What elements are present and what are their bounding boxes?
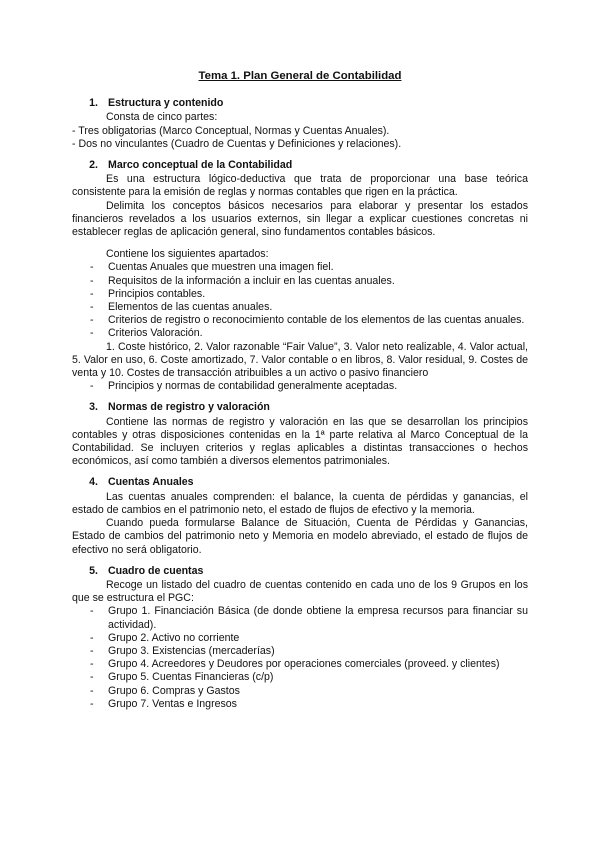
section-heading — [72, 159, 528, 172]
section-heading — [72, 476, 528, 489]
apartados-list-end — [72, 380, 528, 393]
section-title: Marco conceptual de la Contabilidad — [108, 159, 293, 172]
section-cuentas-anuales — [72, 476, 528, 556]
list-item: - Criterios Valoración. — [72, 327, 528, 340]
paragraph: Las cuentas anuales comprenden: el balance, la cuenta de pérdidas y ganancias, el estado de cambios en el patrimonio neto, el estado de flujos de efectivo y la memoria. — [72, 490, 528, 516]
valoracion-criteria: 1. Coste histórico, 2. Valor razonable “Fair Value”, 3. Valor neto realizable, 4. Valor actual, 5. Valor en uso, 6. Coste amortizado, 7. Valor contable o en libros, 8. Valor residual, 9. Costes de venta y 10. Costes de transacción atribuibles a un activo o pasivo financiero — [72, 340, 528, 380]
section-number: 3. — [89, 401, 98, 414]
paragraph: Contiene las normas de registro y valoración en las que se desarrollan los principios contables y otras disposiciones contenidas en la 1ª parte relativa al Marco Conceptual de la Contabilidad. Se incluyen criterios y reglas aplicables a distintas transacciones o hechos económicos, así como también a diversos elementos patrimoniales. — [72, 415, 528, 468]
list-item: - Principios contables. — [72, 288, 528, 301]
list-item: - Grupo 2. Activo no corriente — [72, 632, 528, 645]
list-item: - Grupo 3. Existencias (mercaderías) — [72, 645, 528, 658]
section-title: Cuadro de cuentas — [108, 564, 204, 577]
section-heading — [72, 401, 528, 414]
list-item: - Grupo 5. Cuentas Financieras (c/p) — [72, 671, 528, 684]
apartados-list — [72, 261, 528, 340]
list-line: - Dos no vinculantes (Cuadro de Cuentas y Definiciones y relaciones). — [72, 137, 402, 150]
page-title: Tema 1. Plan General de Contabilidad — [198, 70, 402, 82]
list-item: - Elementos de las cuentas anuales. — [72, 301, 528, 314]
list-item: - Grupo 1. Financiación Básica (de donde obtiene la empresa recursos para financiar su actividad). — [72, 605, 528, 631]
paragraph: Recoge un listado del cuadro de cuentas contenido en cada uno de los 9 Grupos en los que se estructura el PGC: — [72, 578, 528, 605]
section-heading — [72, 565, 528, 578]
list-item: - Principios y normas de contabilidad generalmente aceptadas. — [72, 380, 528, 393]
paragraph: Delimita los conceptos básicos necesarios para elaborar y presentar los estados financieros revelados a los usuarios externos, sin llegar a explicar cuestiones concretas ni establecer reglas de aplicación general, sino fundamentos contables básicos. — [72, 199, 528, 239]
section-cuadro-cuentas — [72, 565, 528, 711]
section-title: Cuentas Anuales — [108, 476, 194, 489]
section-title: Estructura y contenido — [108, 97, 224, 110]
list-item: - Cuentas Anuales que muestren una imagen fiel. — [72, 261, 528, 274]
section-normas — [72, 401, 528, 468]
paragraph: Cuando pueda formularse Balance de Situación, Cuenta de Pérdidas y Ganancias, Estado de cambios del patrimonio neto y Memoria en modelo abreviado, el estado de flujos de efectivo no será obligatorio. — [72, 517, 528, 556]
section-heading — [72, 97, 528, 110]
list-item: - Grupo 7. Ventas e Ingresos — [72, 698, 528, 711]
section-number: 1. — [89, 97, 98, 110]
section-intro: Consta de cinco partes: — [106, 111, 218, 124]
section-title: Normas de registro y valoración — [108, 401, 270, 414]
grupos-list — [72, 605, 528, 711]
section-number: 2. — [89, 159, 98, 172]
section-number: 5. — [89, 564, 98, 577]
section-number: 4. — [89, 476, 98, 489]
list-item: - Criterios de registro o reconocimiento contable de los elementos de las cuentas anuales. — [72, 314, 528, 327]
list-intro: Contiene los siguientes apartados: — [106, 248, 269, 261]
list-line: - Tres obligatorias (Marco Conceptual, Normas y Cuentas Anuales). — [72, 124, 390, 137]
list-item: - Requisitos de la información a incluir en las cuentas anuales. — [72, 275, 528, 288]
list-item: - Grupo 4. Acreedores y Deudores por operaciones comerciales (proveed. y clientes) — [72, 658, 528, 671]
section-estructura — [72, 97, 528, 151]
paragraph: Es una estructura lógico-deductiva que trata de proporcionar una base teórica consistente para la emisión de reglas y normas contables que rigen en la práctica. — [72, 173, 528, 199]
list-item: - Grupo 6. Compras y Gastos — [72, 685, 528, 698]
section-marco-conceptual — [72, 159, 528, 393]
